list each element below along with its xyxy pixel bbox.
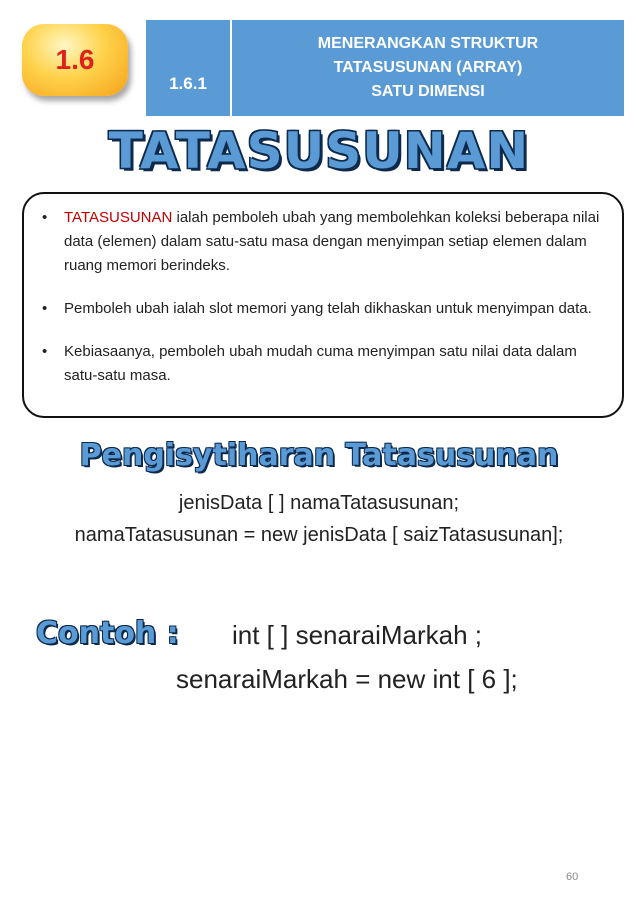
list-item — [38, 297, 608, 321]
declaration-title: Pengisytiharan Tatasusunan — [79, 438, 559, 473]
section-title-line: MENERANGKAN STRUKTUR — [317, 35, 539, 52]
term-highlight: TATASUSUNAN — [64, 209, 173, 226]
section-number: 1.6 — [55, 44, 95, 75]
subsection-number: 1.6.1 — [146, 20, 230, 116]
definition-box — [22, 192, 624, 418]
definition-text: ialah pemboleh ubah yang membolehkan koleksi beberapa nilai data (elemen) dalam satu-satu masa dengan menyimpan setiap elemen dalam ruang memori berindeks. — [64, 209, 600, 274]
section-title-line: TATASUSUNAN (ARRAY) — [333, 59, 523, 76]
example-code-line: senaraiMarkah = new int [ 6 ]; — [176, 664, 518, 694]
list-item — [38, 206, 608, 278]
declaration-line: namaTatasusunan = new jenisData [ saizTatasusunan]; — [74, 524, 564, 546]
page-number: 60 — [566, 871, 579, 883]
list-item — [38, 340, 608, 388]
definition-text: Pemboleh ubah ialah slot memori yang telah dikhaskan untuk menyimpan data. — [64, 300, 592, 317]
page-title: TATASUSUNAN — [108, 122, 530, 180]
declaration-line: jenisData [ ] namaTatasusunan; — [178, 492, 460, 514]
section-title-line: SATU DIMENSI — [371, 83, 485, 100]
example-label: Contoh : — [36, 616, 179, 651]
definition-text: Kebiasaanya, pemboleh ubah mudah cuma menyimpan satu nilai data dalam satu-satu masa. — [64, 343, 577, 384]
example-code-line: int [ ] senaraiMarkah ; — [232, 620, 482, 650]
definition-list — [38, 206, 608, 388]
section-badge — [22, 24, 128, 96]
section-title — [232, 20, 624, 116]
